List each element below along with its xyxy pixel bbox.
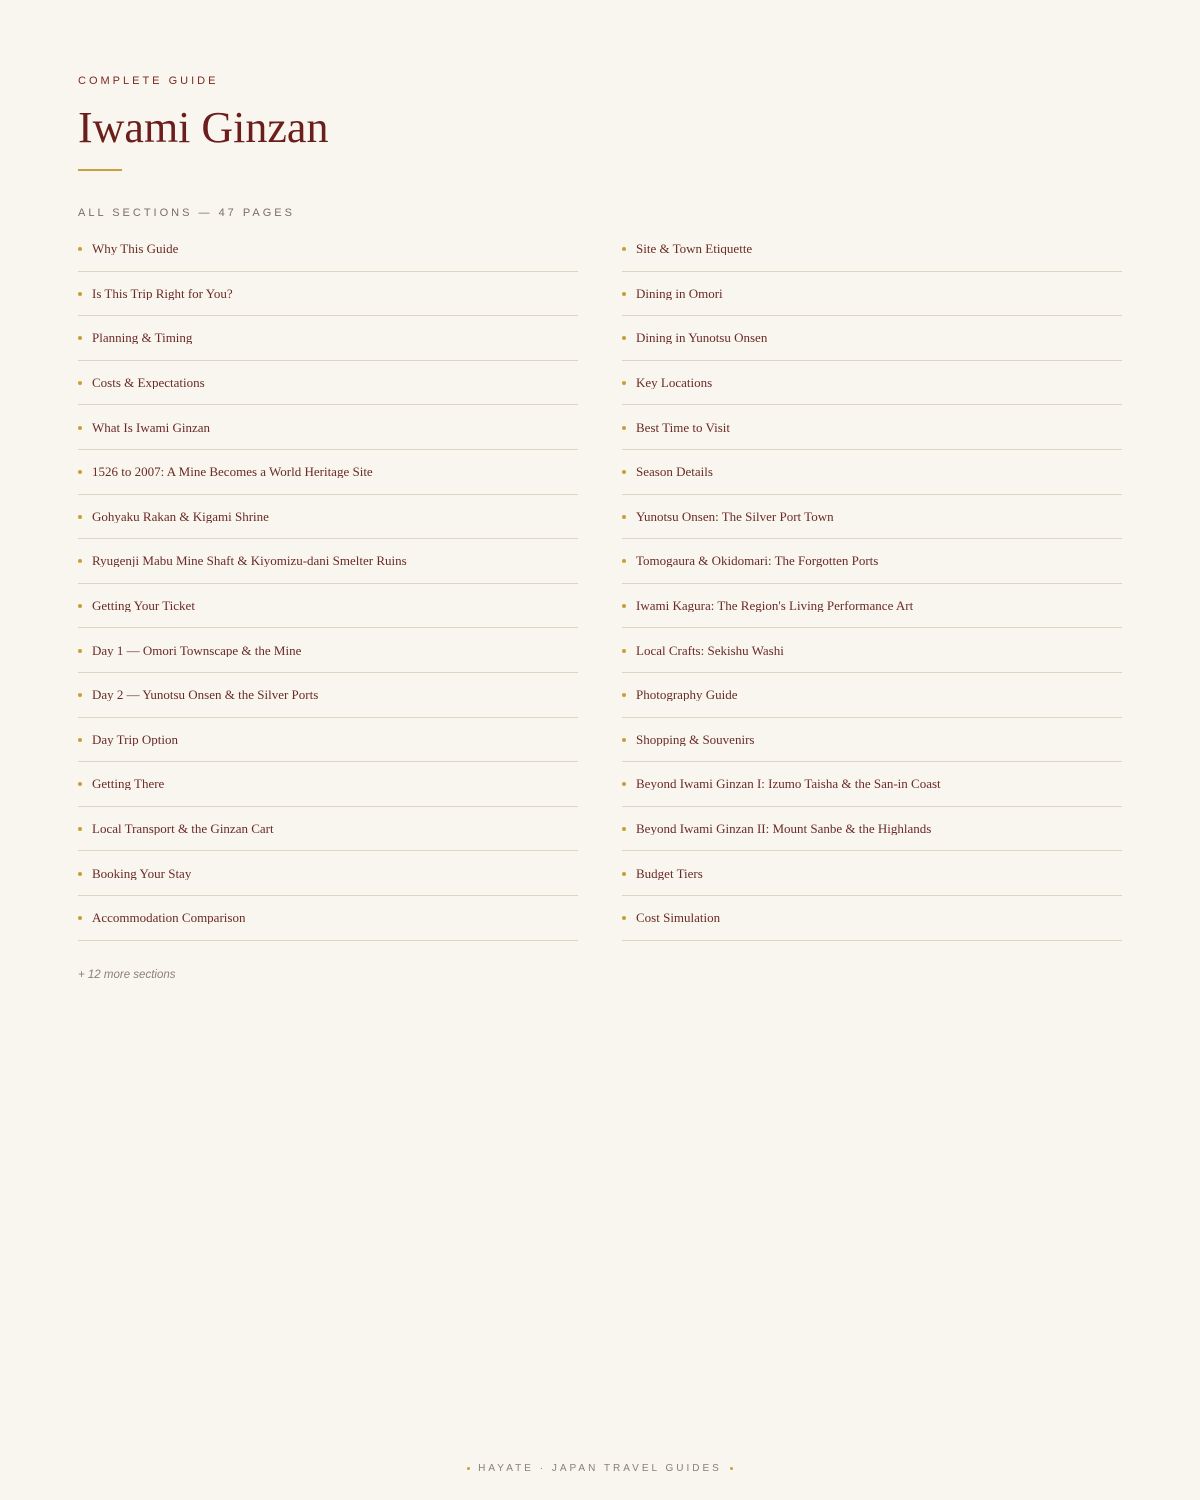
bullet-dot-icon [622,872,626,876]
section-item-label: Key Locations [636,376,713,390]
section-item[interactable] [622,450,1122,495]
section-item[interactable] [78,495,578,540]
section-item-label: Day 1 — Omori Townscape & the Mine [92,643,302,657]
section-item-label: Tomogaura & Okidomari: The Forgotten Ports [636,554,879,568]
section-item-label: Gohyaku Rakan & Kigami Shrine [92,509,269,523]
bullet-dot-icon [622,782,626,786]
section-item-label: Beyond Iwami Ginzan II: Mount Sanbe & the Highlands [636,822,932,836]
bullet-dot-icon [78,381,82,385]
section-item-label: What Is Iwami Ginzan [92,420,211,434]
section-item[interactable] [78,896,578,941]
section-item[interactable] [78,584,578,629]
section-item[interactable] [78,227,578,272]
section-item[interactable] [622,316,1122,361]
section-item-label: Dining in Yunotsu Onsen [636,331,768,345]
section-item-label: Getting Your Ticket [92,599,195,613]
section-item-label: Shopping & Souvenirs [636,732,755,746]
section-item[interactable] [78,539,578,584]
section-item[interactable] [622,361,1122,406]
footer [0,1463,1200,1474]
section-item[interactable] [622,272,1122,317]
section-item[interactable] [78,272,578,317]
section-item-label: Season Details [636,465,713,479]
section-item-label: Iwami Kagura: The Region's Living Performance Art [636,599,914,613]
bullet-dot-icon [622,649,626,653]
bullet-dot-icon [622,693,626,697]
section-item[interactable] [622,227,1122,272]
section-item-label: Dining in Omori [636,286,723,300]
bullet-dot-icon [78,292,82,296]
section-item-label: Yunotsu Onsen: The Silver Port Town [636,509,834,523]
section-item-label: Beyond Iwami Ginzan I: Izumo Taisha & the San-in Coast [636,777,941,791]
bullet-dot-icon [78,782,82,786]
section-item-label: Best Time to Visit [636,420,730,434]
title-underline [78,169,122,171]
section-item-label: 1526 to 2007: A Mine Becomes a World Heritage Site [92,465,373,479]
section-item-label: Accommodation Comparison [92,911,246,925]
bullet-dot-icon [78,515,82,519]
section-item[interactable] [78,807,578,852]
eyebrow-label: COMPLETE GUIDE [78,75,219,87]
section-item[interactable] [78,851,578,896]
page-title: Iwami Ginzan [78,103,329,152]
section-item-label: Is This Trip Right for You? [92,286,233,300]
bullet-dot-icon [78,559,82,563]
bullet-dot-icon [78,426,82,430]
section-item-label: Photography Guide [636,688,738,702]
bullet-dot-icon [622,827,626,831]
section-item[interactable] [78,762,578,807]
bullet-dot-icon [78,827,82,831]
section-item[interactable] [78,628,578,673]
section-item[interactable] [78,316,578,361]
section-item-label: Getting There [92,777,165,791]
bullet-dot-icon [78,693,82,697]
section-item-label: Cost Simulation [636,911,721,925]
section-item-label: Day 2 — Yunotsu Onsen & the Silver Ports [92,688,319,702]
bullet-dot-icon [622,292,626,296]
bullet-dot-icon [622,426,626,430]
footer-dot-left [467,1467,470,1470]
section-list-left [78,227,578,941]
section-item[interactable] [622,673,1122,718]
section-item[interactable] [622,851,1122,896]
bullet-dot-icon [78,336,82,340]
section-item[interactable] [78,450,578,495]
section-item[interactable] [622,495,1122,540]
section-item-label: Budget Tiers [636,866,703,880]
bullet-dot-icon [78,604,82,608]
bullet-dot-icon [622,381,626,385]
section-item-label: Costs & Expectations [92,376,205,390]
section-item[interactable] [622,762,1122,807]
bullet-dot-icon [78,649,82,653]
section-item-label: Local Crafts: Sekishu Washi [636,643,784,657]
footer-text: HAYATE · JAPAN TRAVEL GUIDES [478,1463,722,1474]
bullet-dot-icon [622,515,626,519]
section-item[interactable] [622,539,1122,584]
section-item-label: Why This Guide [92,242,179,256]
bullet-dot-icon [622,738,626,742]
section-item-label: Booking Your Stay [92,866,192,880]
section-item[interactable] [622,405,1122,450]
section-item-label: Local Transport & the Ginzan Cart [92,822,274,836]
section-item-label: Planning & Timing [92,331,193,345]
bullet-dot-icon [622,336,626,340]
bullet-dot-icon [622,470,626,474]
bullet-dot-icon [78,247,82,251]
section-item[interactable] [622,807,1122,852]
section-item-label: Ryugenji Mabu Mine Shaft & Kiyomizu-dani Smelter Ruins [92,554,407,568]
bullet-dot-icon [78,872,82,876]
footer-dot-right [730,1467,733,1470]
bullet-dot-icon [78,470,82,474]
bullet-dot-icon [622,559,626,563]
sections-count-label: ALL SECTIONS — 47 PAGES [78,207,295,219]
section-item[interactable] [78,673,578,718]
section-item[interactable] [78,405,578,450]
bullet-dot-icon [78,738,82,742]
bullet-dot-icon [622,604,626,608]
section-item[interactable] [622,584,1122,629]
more-sections-note: + 12 more sections [78,969,176,981]
section-item[interactable] [622,896,1122,941]
section-item[interactable] [78,718,578,763]
bullet-dot-icon [78,916,82,920]
section-item-label: Site & Town Etiquette [636,242,753,256]
section-item[interactable] [622,718,1122,763]
section-item[interactable] [622,628,1122,673]
section-item-label: Day Trip Option [92,732,178,746]
bullet-dot-icon [622,916,626,920]
section-item[interactable] [78,361,578,406]
bullet-dot-icon [622,247,626,251]
section-list-right [622,227,1122,941]
